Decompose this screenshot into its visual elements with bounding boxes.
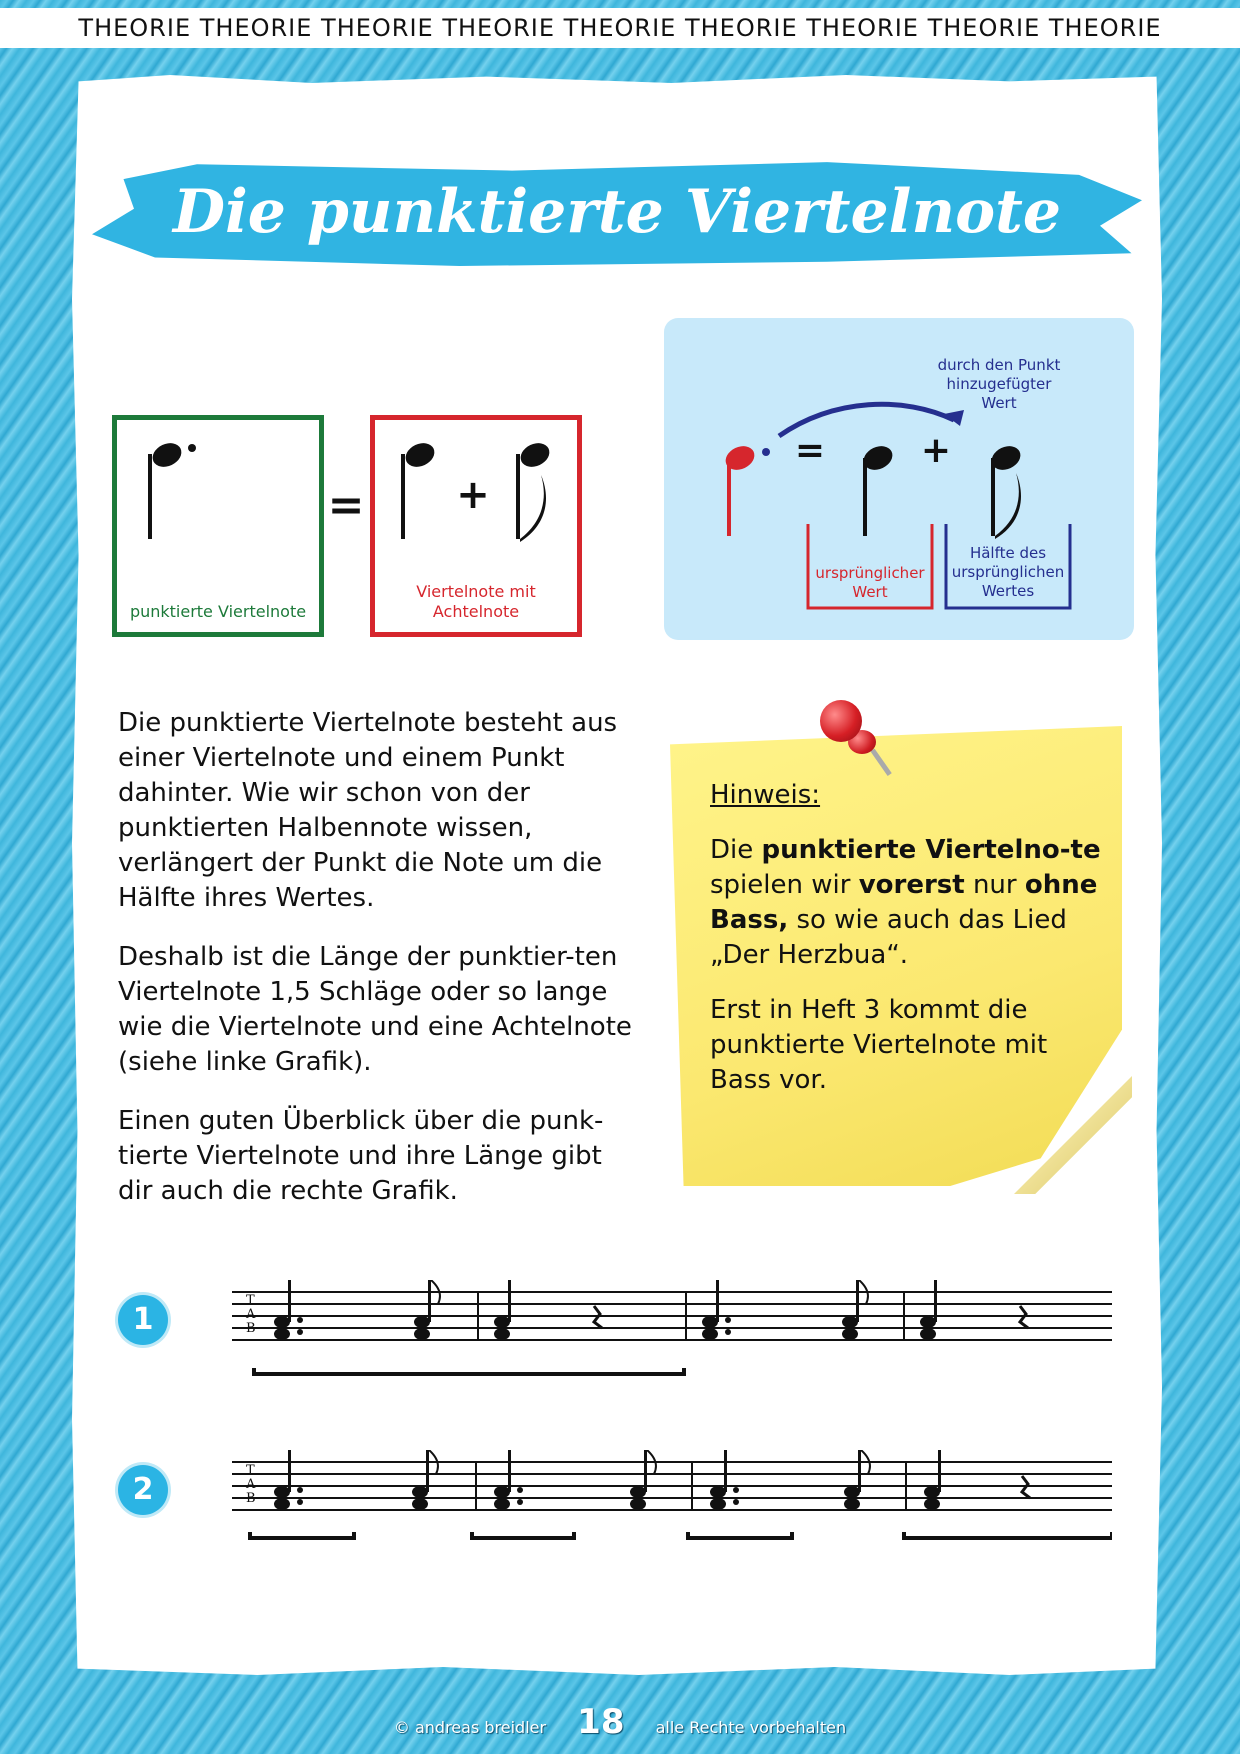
theorie-banner: THEORIE THEORIE THEORIE THEORIE THEORIE THEORIE THEORIE THEORIE THEORIE xyxy=(0,8,1240,48)
hint-text-part: nur xyxy=(964,870,1025,900)
svg-text:B: B xyxy=(246,1321,256,1336)
svg-text:T: T xyxy=(246,1463,255,1478)
hint-bold-vorerst: vorerst xyxy=(858,870,965,900)
svg-text:A: A xyxy=(246,1477,256,1492)
half-value-label: Hälfte des ursprünglichen Wertes xyxy=(951,544,1065,600)
note-value-diagram xyxy=(664,318,1134,640)
hint-text-part: Die xyxy=(710,835,762,865)
body-paragraph-1-text: Die punktierte Viertelnote besteht aus einer Viertelnote und einem Punkt dahinter. Wie wir schon von der punktierten Halbennote wissen, verlängert der Punkt die Note um die Hälfte ihres Wertes. xyxy=(118,708,618,913)
dotted-quarter-caption: punktierte Viertelnote xyxy=(129,602,307,621)
exercise-1-badge: 1 xyxy=(118,1295,168,1345)
exercise-2-tab-staff xyxy=(232,1450,1112,1570)
added-value-label: durch den Punkt hinzugefügter Wert xyxy=(937,356,1061,412)
page-number: 18 xyxy=(577,1702,625,1742)
hint-text-part: spielen wir xyxy=(710,870,859,900)
hint-bold-ohne-bass: ohne Bass, xyxy=(710,870,1098,935)
hint-heading: Hinweis: xyxy=(710,780,821,810)
svg-text:B: B xyxy=(246,1491,256,1506)
page-footer xyxy=(0,1702,1240,1742)
footer-author: © andreas breidler xyxy=(393,1718,547,1737)
original-value-label: ursprünglicher Wert xyxy=(815,564,925,601)
dotted-quarter-note-icon xyxy=(117,430,319,580)
plus-sign: + xyxy=(456,472,490,518)
diagram-plus-sign: + xyxy=(920,430,952,471)
quarter-plus-eighth-box xyxy=(370,415,582,637)
hint-paragraph-2: Erst in Heft 3 kommt die punktierte Viertelnote mit Bass vor. xyxy=(710,995,1048,1095)
body-paragraph-2-text: Deshalb ist die Länge der punktier-ten Viertelnote 1,5 Schläge oder so lange wie die Viertelnote und eine Achtelnote (siehe linke Grafik). xyxy=(118,942,632,1077)
body-paragraph-1 xyxy=(118,706,638,916)
svg-text:A: A xyxy=(246,1307,256,1322)
body-paragraph-2 xyxy=(118,940,638,1080)
hint-paragraph-1 xyxy=(710,833,1110,973)
dotted-quarter-box xyxy=(112,415,324,637)
equals-sign: = xyxy=(327,480,365,531)
diagram-equals-sign: = xyxy=(794,430,826,471)
pushpin-icon xyxy=(820,700,862,742)
hint-text-part: so wie auch das Lied „Der Herzbua“. xyxy=(710,905,1067,970)
hint-bold-dotted-quarter: punktierte Viertelno-te xyxy=(761,835,1101,865)
svg-text:T: T xyxy=(246,1293,255,1308)
body-paragraph-3-text: Einen guten Überblick über die punk-tierte Viertelnote und ihre Länge gibt dir auch die rechte Grafik. xyxy=(118,1106,604,1206)
exercise-1-tab-staff xyxy=(232,1280,1112,1400)
footer-rights: alle Rechte vorbehalten xyxy=(655,1718,847,1737)
hint-text xyxy=(710,778,1110,1118)
exercise-2-badge: 2 xyxy=(118,1465,168,1515)
page-title: Die punktierte Viertelnote xyxy=(172,177,1062,247)
quarter-plus-eighth-caption: Viertelnote mit Achtelnote xyxy=(416,582,536,621)
body-paragraph-3 xyxy=(118,1104,638,1209)
